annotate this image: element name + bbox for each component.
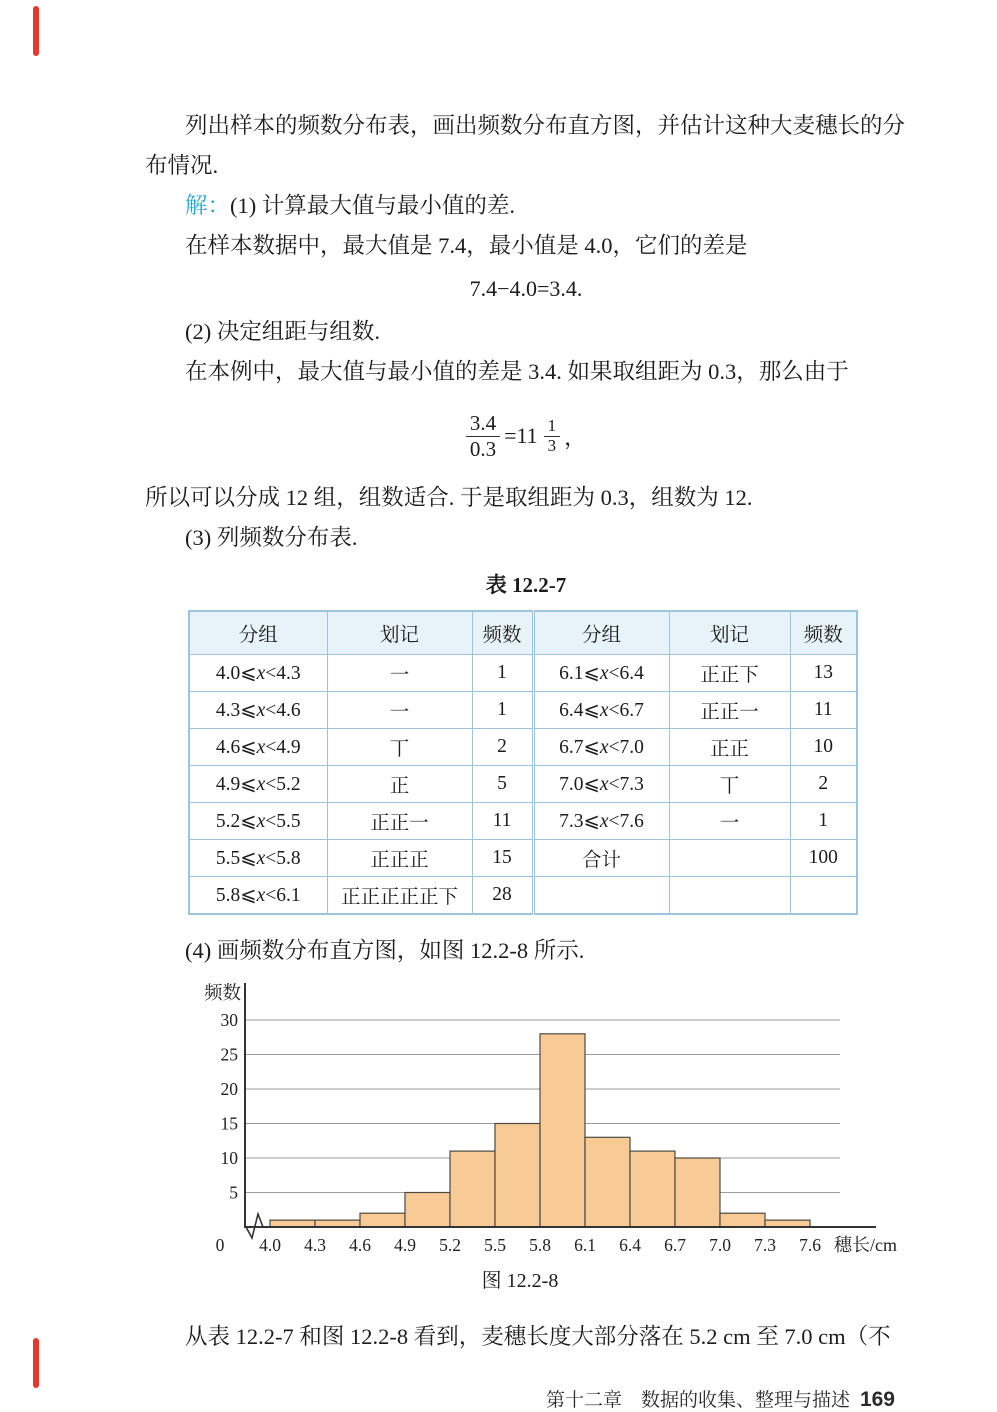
histogram-figure bbox=[200, 977, 900, 1297]
svg-text:频数: 频数 bbox=[203, 984, 241, 1004]
svg-text:4.6: 4.6 bbox=[349, 1235, 371, 1255]
svg-text:穗长/cm: 穗长/cm bbox=[834, 1235, 897, 1255]
svg-text:6.4: 6.4 bbox=[619, 1235, 641, 1255]
table-cell: 正 bbox=[327, 766, 472, 803]
red-edge-mark-top bbox=[33, 6, 39, 56]
table-cell: 10 bbox=[790, 729, 857, 766]
histogram-svg bbox=[200, 977, 900, 1263]
table-cell: 6.1⩽x<6.4 bbox=[533, 655, 669, 692]
step4-heading: (4) 画频数分布直方图，如图 12.2-8 所示. bbox=[185, 938, 585, 963]
page-footer bbox=[145, 1385, 907, 1412]
figure-caption: 图 12.2-8 bbox=[481, 1270, 559, 1292]
table-cell: 丅 bbox=[669, 766, 790, 803]
table-cell: 13 bbox=[790, 655, 857, 692]
red-edge-mark-bottom bbox=[33, 1338, 39, 1388]
step2-fraction bbox=[145, 400, 907, 472]
svg-text:25: 25 bbox=[220, 1044, 238, 1065]
table-cell: 2 bbox=[472, 729, 533, 766]
table-cell: 一 bbox=[327, 655, 472, 692]
table-cell: 正正下 bbox=[669, 655, 790, 692]
svg-text:4.3: 4.3 bbox=[304, 1235, 326, 1255]
svg-text:7.6: 7.6 bbox=[799, 1235, 821, 1255]
svg-text:5.8: 5.8 bbox=[529, 1235, 551, 1255]
table-row bbox=[189, 766, 857, 803]
column-header: 分组 bbox=[533, 611, 669, 655]
table-cell: 4.3⩽x<4.6 bbox=[189, 692, 327, 729]
table-cell: 5.5⩽x<5.8 bbox=[189, 840, 327, 877]
table-cell: 5.2⩽x<5.5 bbox=[189, 803, 327, 840]
step1-body: 在样本数据中，最大值是 7.4，最小值是 4.0，它们的差是 bbox=[185, 233, 748, 258]
table-cell: 6.7⩽x<7.0 bbox=[533, 729, 669, 766]
table-cell: 5 bbox=[472, 766, 533, 803]
table-row bbox=[189, 655, 857, 692]
column-header: 分组 bbox=[189, 611, 327, 655]
svg-text:5.2: 5.2 bbox=[439, 1235, 461, 1255]
fraction-tail: ， bbox=[564, 424, 587, 450]
footer-chapter: 第十二章 数据的收集、整理与描述 bbox=[545, 1390, 850, 1411]
table-cell: 4.9⩽x<5.2 bbox=[189, 766, 327, 803]
table-cell: 正正正正正下 bbox=[327, 877, 472, 915]
freq-table-body bbox=[189, 655, 857, 915]
solution-label: 解： bbox=[185, 193, 231, 218]
table-cell: 6.4⩽x<6.7 bbox=[533, 692, 669, 729]
table-cell bbox=[533, 877, 669, 915]
table-cell: 4.0⩽x<4.3 bbox=[189, 655, 327, 692]
freq-table-head-row bbox=[189, 611, 857, 655]
table-cell: 合计 bbox=[533, 840, 669, 877]
table-cell: 28 bbox=[472, 877, 533, 915]
footer-page-number: 169 bbox=[859, 1388, 895, 1411]
table-cell: 2 bbox=[790, 766, 857, 803]
table-cell: 丅 bbox=[327, 729, 472, 766]
svg-text:10: 10 bbox=[220, 1148, 238, 1168]
table-cell: 100 bbox=[790, 840, 857, 877]
intro-line-2: 布情况. bbox=[145, 153, 219, 178]
step1-heading-text: (1) 计算最大值与最小值的差. bbox=[230, 193, 516, 218]
table-cell: 7.3⩽x<7.6 bbox=[533, 803, 669, 840]
table-cell bbox=[669, 840, 790, 877]
table-cell: 一 bbox=[669, 803, 790, 840]
table-cell bbox=[669, 877, 790, 915]
closing-line: 从表 12.2-7 和图 12.2-8 看到，麦穗长度大部分落在 5.2 cm 至 7.0 cm（不 bbox=[185, 1324, 891, 1349]
table-title: 表 12.2-7 bbox=[485, 573, 567, 597]
table-row bbox=[189, 729, 857, 766]
table-cell: 15 bbox=[472, 840, 533, 877]
fraction-denominator: 0.3 bbox=[466, 436, 500, 461]
table-cell bbox=[790, 877, 857, 915]
step2-after: 所以可以分成 12 组，组数适合. 于是取组距为 0.3，组数为 12. bbox=[145, 485, 753, 510]
table-cell: 1 bbox=[790, 803, 857, 840]
svg-text:30: 30 bbox=[220, 1010, 238, 1030]
mixed-denominator: 3 bbox=[544, 436, 561, 456]
fraction-numerator: 3.4 bbox=[469, 411, 497, 436]
svg-text:0: 0 bbox=[215, 1235, 225, 1255]
svg-text:7.3: 7.3 bbox=[754, 1235, 776, 1255]
table-cell: 7.0⩽x<7.3 bbox=[533, 766, 669, 803]
step2-heading: (2) 决定组距与组数. bbox=[185, 319, 380, 344]
column-header: 划记 bbox=[327, 611, 472, 655]
svg-text:15: 15 bbox=[220, 1113, 238, 1134]
step3-heading: (3) 列频数分布表. bbox=[185, 525, 358, 550]
mixed-numerator: 1 bbox=[547, 415, 557, 435]
table-cell: 1 bbox=[472, 655, 533, 692]
table-cell: 一 bbox=[327, 692, 472, 729]
table-row bbox=[189, 803, 857, 840]
fraction-main bbox=[466, 411, 500, 460]
table-cell: 正正一 bbox=[327, 803, 472, 840]
frequency-table bbox=[188, 610, 858, 915]
fraction-mixed bbox=[544, 417, 561, 455]
svg-text:20: 20 bbox=[220, 1079, 238, 1099]
table-row bbox=[189, 692, 857, 729]
step2-body: 在本例中，最大值与最小值的差是 3.4. 如果取组距为 0.3，那么由于 bbox=[185, 359, 849, 384]
step1-formula: 7.4−4.0=3.4. bbox=[469, 276, 583, 301]
table-cell: 5.8⩽x<6.1 bbox=[189, 877, 327, 915]
column-header: 划记 bbox=[669, 611, 790, 655]
intro-line-1: 列出样本的频数分布表，画出频数分布直方图，并估计这种大麦穗长的分 bbox=[185, 113, 906, 138]
svg-text:5.5: 5.5 bbox=[484, 1235, 506, 1255]
fraction-equals: =11 bbox=[504, 423, 538, 448]
svg-text:6.1: 6.1 bbox=[574, 1235, 596, 1255]
column-header: 频数 bbox=[790, 611, 857, 655]
table-cell: 正正 bbox=[669, 729, 790, 766]
table-row bbox=[189, 877, 857, 915]
svg-text:4.9: 4.9 bbox=[394, 1235, 416, 1255]
svg-text:4.0: 4.0 bbox=[259, 1235, 281, 1255]
svg-text:6.7: 6.7 bbox=[664, 1235, 686, 1255]
table-cell: 正正一 bbox=[669, 692, 790, 729]
svg-text:7.0: 7.0 bbox=[709, 1235, 731, 1255]
table-cell: 4.6⩽x<4.9 bbox=[189, 729, 327, 766]
column-header: 频数 bbox=[472, 611, 533, 655]
table-row bbox=[189, 840, 857, 877]
solution-step1-heading bbox=[145, 186, 907, 226]
table-cell: 1 bbox=[472, 692, 533, 729]
table-cell: 11 bbox=[790, 692, 857, 729]
table-cell: 11 bbox=[472, 803, 533, 840]
svg-text:5: 5 bbox=[229, 1182, 238, 1203]
table-cell: 正正正 bbox=[327, 840, 472, 877]
